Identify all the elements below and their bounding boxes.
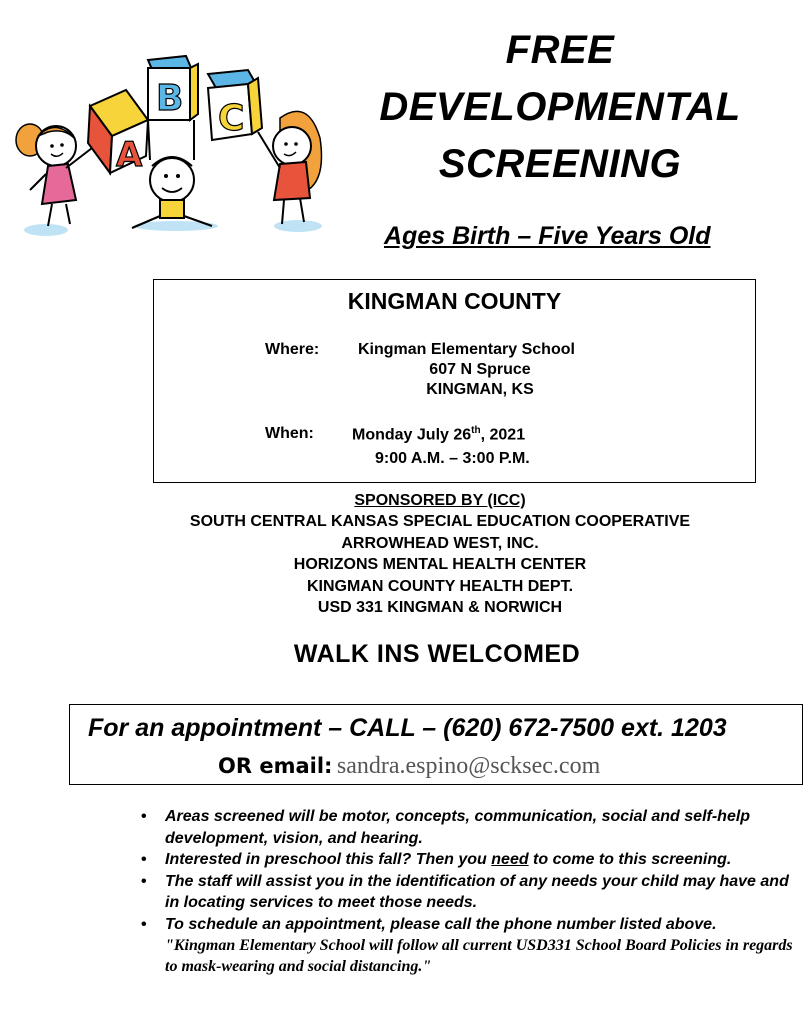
venue-street: 607 N Spruce — [429, 361, 531, 378]
when-label: When: — [265, 425, 314, 442]
venue-name: Kingman Elementary School — [358, 341, 575, 358]
flyer-title — [360, 22, 760, 193]
title-line: DEVELOPMENTAL — [379, 85, 741, 129]
bullet-dot-icon: • — [141, 851, 147, 868]
sponsor-item: USD 331 KINGMAN & NORWICH — [317, 599, 563, 617]
date-text: Monday July 26 — [352, 426, 472, 444]
date-suffix: th — [471, 425, 481, 436]
policy-quote: "Kingman Elementary School will follow all current USD331 School Board Policies in regards to mask-wearing and social distancing." — [165, 937, 793, 975]
block-letter: C — [218, 98, 245, 139]
email-line — [218, 753, 600, 780]
county-title: KINGMAN COUNTY — [347, 288, 562, 314]
info-bullet-list — [135, 806, 795, 977]
bullet-dot-icon: • — [141, 915, 147, 933]
letter-block-c — [208, 70, 262, 140]
age-range: Ages Birth – Five Years Old — [384, 222, 711, 250]
bullet-emphasis: need — [491, 851, 529, 868]
event-time: 9:00 A.M. – 3:00 P.M. — [375, 450, 530, 467]
list-item — [135, 871, 795, 914]
event-details-box — [153, 279, 756, 483]
event-date — [352, 425, 525, 444]
bullet-text: to come to this screening. — [528, 851, 732, 868]
bullet-text: Interested in preschool this fall? Then you — [165, 851, 492, 868]
where-label: Where: — [265, 341, 320, 358]
walkins-banner: WALK INS WELCOMED — [293, 640, 581, 668]
girl-left-figure — [16, 124, 92, 226]
appointment-call-line[interactable]: For an appointment – CALL – (620) 672-7500 ext. 1203 — [88, 714, 727, 742]
email-link[interactable]: sandra.espino@scksec.com — [336, 753, 601, 779]
bullet-text: To schedule an appointment, please call the phone number listed above. — [165, 915, 717, 933]
sponsors-heading: SPONSORED BY (ICC) — [354, 492, 526, 509]
block-letter: A — [116, 135, 143, 175]
letter-block-b — [148, 56, 198, 120]
list-item — [135, 914, 795, 936]
letter-block-a — [88, 90, 148, 175]
venue-city: KINGMAN, KS — [426, 381, 534, 398]
sponsor-item: KINGMAN COUNTY HEALTH DEPT. — [306, 577, 574, 595]
email-label: OR email: — [218, 754, 333, 778]
list-item — [135, 806, 795, 849]
bullet-dot-icon: • — [141, 808, 147, 825]
bullet-dot-icon: • — [141, 872, 147, 890]
sponsors-section — [100, 490, 780, 618]
girl-right-figure — [258, 111, 322, 224]
sponsor-item: HORIZONS MENTAL HEALTH CENTER — [293, 556, 587, 574]
block-letter: B — [156, 78, 184, 119]
date-year: , 2021 — [480, 426, 526, 444]
title-line: SCREENING — [438, 142, 682, 186]
appointment-box — [69, 704, 803, 785]
abc-kids-clipart — [8, 48, 338, 243]
sponsor-item: ARROWHEAD WEST, INC. — [341, 534, 539, 552]
bullet-text: Areas screened will be motor, concepts, communication, social and self-help development, vision, and hearing. — [165, 808, 751, 847]
title-line: FREE — [505, 28, 615, 72]
sponsor-item: SOUTH CENTRAL KANSAS SPECIAL EDUCATION COOPERATIVE — [189, 513, 691, 531]
list-item — [135, 849, 795, 871]
bullet-text: The staff will assist you in the identification of any needs your child may have and in locating services to meet those needs. — [165, 872, 789, 911]
